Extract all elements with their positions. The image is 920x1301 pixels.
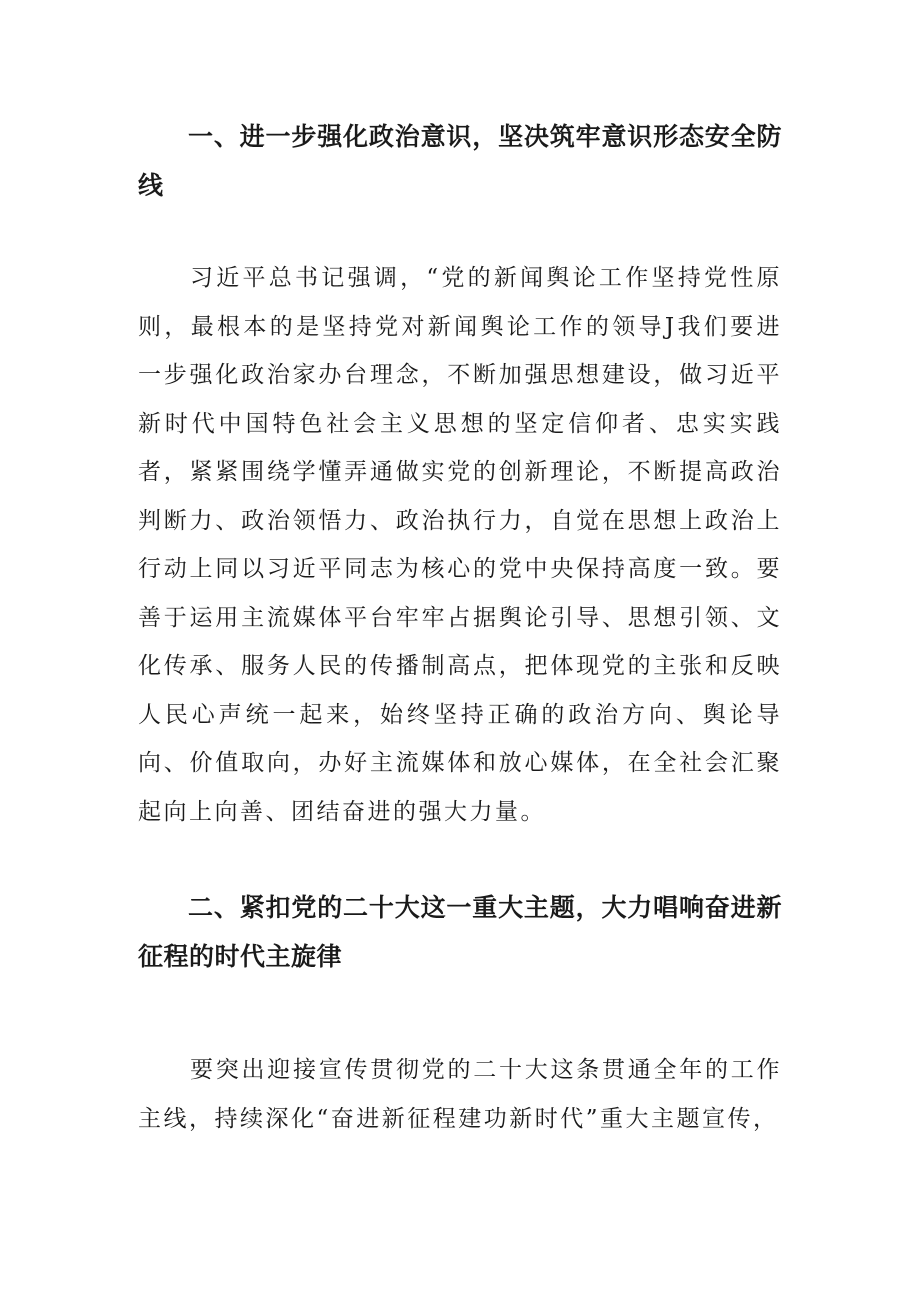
section-1-paragraph: 习近平总书记强调，“党的新闻舆论工作坚持党性原则，最根本的是坚持党对新闻舆论工作的领导J我们要进一步强化政治家办台理念，不断加强思想建设，做习近平新时代中国特色社会主义思想的坚定信仰者、忠实实践者，紧紧围绕学懂弄通做实党的创新理论，不断提高政治判断力、政治领悟力、政治执行力，自觉在思想上政治上行动上同以习近平同志为核心的党中央保持高度一致。要善于运用主流媒体平台牢牢占据舆论引导、思想引领、文化传承、服务人民的传播制高点，把体现党的主张和反映人民心声统一起来，始终坚持正确的政治方向、舆论导向、价值取向，办好主流媒体和放心媒体，在全社会汇聚起向上向善、团结奋进的强大力量。 [138,265,782,825]
section-1-heading: 一、进一步强化政治意识，坚决筑牢意识形态安全防线 [138,122,782,200]
section-2-paragraph: 要突出迎接宣传贯彻党的二十大这条贯通全年的工作主线，持续深化“奋进新征程建功新时代”重大主题宣传， [138,1057,782,1132]
section-2-heading: 二、紧扣党的二十大这一重大主题，大力唱响奋进新征程的时代主旋律 [138,893,782,971]
